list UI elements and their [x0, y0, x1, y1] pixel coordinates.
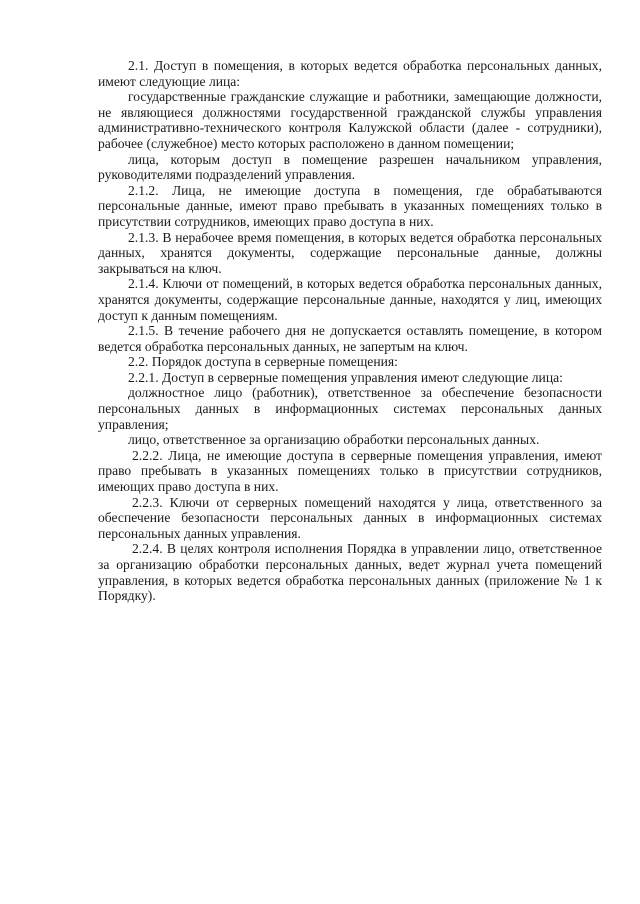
- paragraph-2-2-1-official: должностное лицо (работник), ответственное за обеспечение безопасности персональных данных в информационных системах персональных данных управления;: [98, 385, 602, 432]
- paragraph-2-1-3: 2.1.3. В нерабочее время помещения, в которых ведется обработка персональных данных, хранятся документы, содержащие персональные данные, должны закрываться на ключ.: [98, 229, 602, 276]
- paragraph-2-2-2: 2.2.2. Лица, не имеющие доступа в серверные помещения управления, имеют право пребывать в указанных помещениях только в присутствии сотрудников, имеющих право доступа в них.: [98, 447, 602, 495]
- paragraph-2-2-1-responsible: лицо, ответственное за организацию обработки персональных данных.: [128, 432, 540, 448]
- paragraph-2-2-4: 2.2.4. В целях контроля исполнения Порядка в управлении лицо, ответственное за организацию обработки персональных данных, ведет журнал учета помещений управления, в которых ведется обработка персональных данных (приложение № 1 к Порядку).: [98, 541, 602, 604]
- paragraph-2-1-authorized: лица, которым доступ в помещение разрешен начальником управления, руководителями подразделений управления.: [98, 151, 602, 183]
- paragraph-2-1: 2.1. Доступ в помещения, в которых ведется обработка персональных данных, имеют следующие лица:: [98, 58, 602, 89]
- paragraph-2-2-1: 2.2.1. Доступ в серверные помещения управления имеют следующие лица:: [128, 369, 563, 385]
- paragraph-2-2-3: 2.2.3. Ключи от серверных помещений находятся у лица, ответственного за обеспечение безопасности персональных данных в информационных системах персональных данных управления.: [98, 494, 602, 541]
- paragraph-2-1-4: 2.1.4. Ключи от помещений, в которых ведется обработка персональных данных, хранятся документы, содержащие персональные данные, находятся у лиц, имеющих доступ к данным помещениям.: [98, 276, 602, 323]
- paragraph-2-1-5: 2.1.5. В течение рабочего дня не допускается оставлять помещение, в котором ведется обработка персональных данных, не запертым на ключ.: [98, 323, 602, 354]
- paragraph-2-1-2: 2.1.2. Лица, не имеющие доступа в помещения, где обрабатываются персональные данные, имеют право пребывать в указанных помещениях только в присутствии сотрудников, имеющих право доступа в них.: [98, 182, 602, 229]
- paragraph-2-1-employees: государственные гражданские служащие и работники, замещающие должности, не являющиеся должностями государственной гражданской службы управления административно-технического контроля Калужской области (далее - сотрудники), рабочее (служебное) место которых расположено в данном помещении;: [98, 89, 602, 151]
- document-body: [98, 58, 602, 604]
- paragraph-2-2: 2.2. Порядок доступа в серверные помещения:: [128, 354, 398, 370]
